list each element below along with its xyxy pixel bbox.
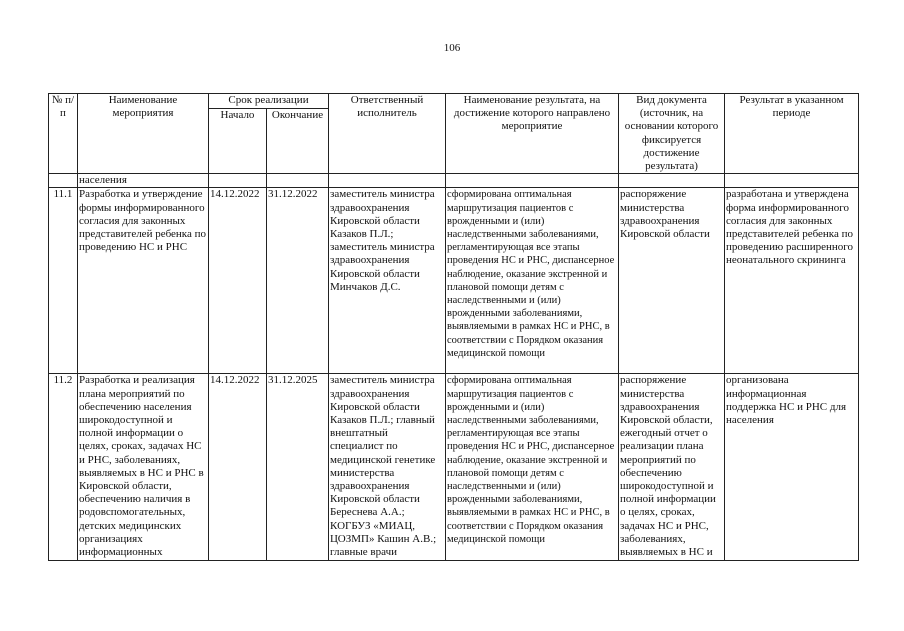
activities-table <box>48 93 859 561</box>
header-period: Срок реализации <box>209 94 329 109</box>
header-result-period: Результат в указанном периоде <box>725 94 859 174</box>
header-doc-type: Вид документа (источник, на основании которого фиксируется достижение результата) <box>619 94 725 174</box>
row-doc-type: распоряжение министерства здравоохранения Кировской области, ежегодный отчет о реализации плана мероприятий по обеспечению широкодоступной и полной информации о целях, сроках, задачах НС и РНС, заболеваниях, выявляемых в НС и <box>620 374 716 559</box>
row-num: 11.1 <box>49 188 78 374</box>
continuation-text: населения <box>78 174 209 188</box>
table-row <box>49 374 859 561</box>
header-end: Окончание <box>267 108 329 174</box>
header-num: № п/п <box>49 94 78 174</box>
row-result-period: разработана и утверждена форма информированного согласия для законных представителей ребенка по проведению расширенного неонатального скрининга <box>725 188 859 374</box>
row-doc-type: распоряжение министерства здравоохранения Кировской области <box>619 188 725 374</box>
row-name: Разработка и утверждение формы информированного согласия для законных представителей ребенка по проведению НС и РНС <box>78 188 209 374</box>
header-result-name: Наименование результата, на достижение которого направлено мероприятие <box>446 94 619 174</box>
page-number: 106 <box>443 42 461 54</box>
row-result-period: организована информационная поддержка НС и РНС для населения <box>726 374 847 427</box>
row-num: 11.2 <box>49 374 78 561</box>
header-responsible: Ответственный исполнитель <box>329 94 446 174</box>
row-result-name: сформирована оптимальная маршрутизация пациентов с врожденными и (или) наследственными заболеваниями, регламентирующая все этапы проведения НС и РНС, диспансерное наблюдение, оказание экстренной и плановой помощи детям с наследственными и (или) врожденными заболеваниями, выявляемыми в рамках НС и РНС, в соответствии с Порядком оказания медицинской помощи <box>447 375 615 545</box>
header-start: Начало <box>209 108 267 174</box>
row-responsible: заместитель министра здравоохранения Кировской области Казаков П.Л.; главный внештатный специалист по медицинской генетике министерства здравоохранения Кировской области Береснева А.А.; КОГБУЗ «МИАЦ, ЦОЗМП» Кашин А.В.; главные врачи <box>330 374 437 559</box>
table-row <box>49 188 859 374</box>
row-start: 14.12.2022 <box>209 188 267 374</box>
row-result-name: сформирована оптимальная маршрутизация пациентов с врожденными и (или) наследственными заболеваниями, регламентирующая все этапы проведения НС и РНС, диспансерное наблюдение, оказание экстренной и плановой помощи детям с наследственными и (или) врожденными заболеваниями, выявляемыми в рамках НС и РНС, в соответствии с Порядком оказания медицинской помощи <box>446 188 619 374</box>
header-name: Наименование мероприятия <box>78 94 209 174</box>
row-responsible: заместитель министра здравоохранения Кировской области Казаков П.Л.; заместитель министра здравоохранения Кировской области Минчаков Д.С. <box>329 188 446 374</box>
row-start: 14.12.2022 <box>210 374 260 387</box>
row-end: 31.12.2022 <box>267 188 329 374</box>
row-end: 31.12.2025 <box>268 374 318 387</box>
row-name: Разработка и реализация плана мероприятий по обеспечению населения широкодоступной и полной информации о целях, сроках, задачах НС и РНС, заболеваниях, выявляемых в НС и РНС в Кировской области, обеспечению наличия в родовспомогательных, детских медицинских организациях информационных <box>79 374 204 559</box>
continuation-num <box>49 174 78 188</box>
